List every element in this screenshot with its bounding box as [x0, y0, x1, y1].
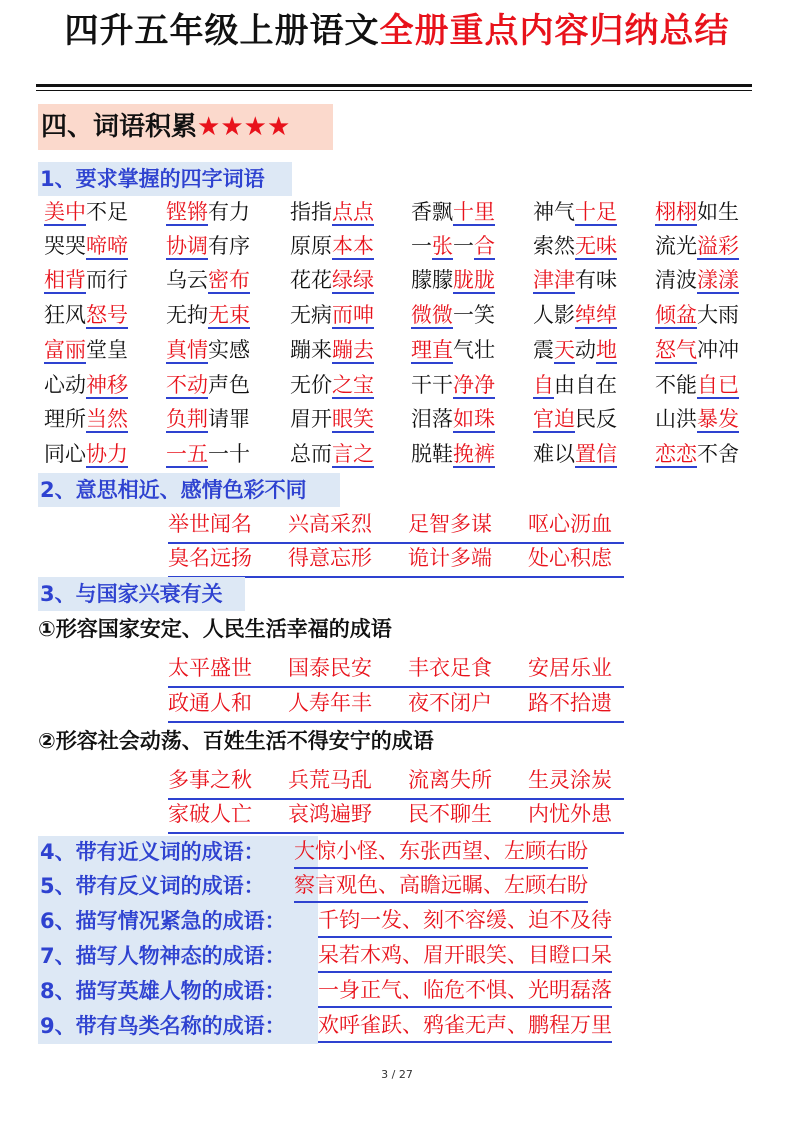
plain-chars: 有序 [208, 234, 250, 258]
grid-word [166, 439, 250, 469]
highlighted-chars: 无束 [208, 303, 250, 327]
sub-heading-1: 1、要求掌握的四字词语 [38, 162, 292, 196]
plain-chars: 大雨 [697, 303, 739, 327]
grid-word [533, 197, 617, 227]
plain-chars: 冲冲 [697, 338, 739, 362]
grid-word [411, 231, 495, 261]
highlighted-chars: 协调 [166, 234, 208, 258]
idiom-row-3a-2: 政通人和 人寿年丰 夜不闭户 路不拾遗 [168, 687, 624, 723]
grid-word [290, 300, 374, 330]
plain-chars: 干干 [411, 373, 453, 397]
grid-word [655, 370, 739, 400]
grid-word [533, 300, 617, 330]
plain-chars: 乌云 [166, 268, 208, 292]
plain-chars: 请罪 [208, 407, 250, 431]
plain-chars: 总而 [290, 442, 332, 466]
grid-word [655, 404, 739, 434]
highlighted-chars: 神移 [86, 373, 128, 397]
grid-word [655, 439, 739, 469]
highlighted-chars: 漾漾 [697, 268, 739, 292]
grid-word [533, 231, 617, 261]
grid-word [655, 335, 739, 365]
grid-word [411, 439, 495, 469]
title-part1: 四升五年级上册语文 [64, 11, 380, 51]
grid-word [44, 439, 128, 469]
section-heading [38, 104, 333, 150]
plain-chars: 堂皇 [86, 338, 128, 362]
grid-word [411, 300, 495, 330]
grid-word [44, 370, 128, 400]
highlighted-chars: 美中 [44, 200, 86, 224]
highlighted-chars: 铿锵 [166, 200, 208, 224]
grid-word [44, 197, 128, 227]
grid-word [655, 197, 739, 227]
plain-chars: 花花 [290, 268, 332, 292]
plain-chars: 流光 [655, 234, 697, 258]
page-title [0, 0, 794, 80]
plain-chars: 哭哭 [44, 234, 86, 258]
highlighted-chars: 挽裤 [453, 442, 495, 466]
sub-heading-2: 2、意思相近、感情色彩不同 [38, 473, 340, 507]
desc-stable: ①形容国家安定、人民生活幸福的成语 [38, 617, 392, 641]
highlighted-chars: 溢彩 [697, 234, 739, 258]
grid-word [166, 335, 250, 365]
highlighted-chars: 净净 [453, 373, 495, 397]
highlighted-chars: 而呻 [332, 303, 374, 327]
highlighted-chars: 怒号 [86, 303, 128, 327]
grid-word [290, 265, 374, 295]
highlighted-chars: 胧胧 [453, 268, 495, 292]
highlighted-chars: 一五 [166, 442, 208, 466]
plain-chars: 一 [453, 234, 474, 258]
plain-chars: 不舍 [697, 442, 739, 466]
plain-chars: 索然 [533, 234, 575, 258]
highlighted-chars: 十里 [453, 200, 495, 224]
plain-chars: 气壮 [453, 338, 495, 362]
highlighted-chars: 十足 [575, 200, 617, 224]
plain-chars: 而行 [86, 268, 128, 292]
grid-word [655, 231, 739, 261]
title-rule-thick [36, 84, 752, 87]
highlighted-chars: 言之 [332, 442, 374, 466]
grid-word [290, 439, 374, 469]
plain-chars: 心动 [44, 373, 86, 397]
plain-chars: 人影 [533, 303, 575, 327]
grid-word [411, 404, 495, 434]
idiom-row-3b-1: 多事之秋 兵荒马乱 流离失所 生灵涂炭 [168, 764, 624, 800]
plain-chars: 民反 [575, 407, 617, 431]
highlighted-chars: 倾盆 [655, 303, 697, 327]
grid-word [290, 370, 374, 400]
plain-chars: 不能 [655, 373, 697, 397]
plain-chars: 震 [533, 338, 554, 362]
highlighted-chars: 眼笑 [332, 407, 374, 431]
highlighted-chars: 暴发 [697, 407, 739, 431]
grid-word [290, 197, 374, 227]
grid-word [166, 404, 250, 434]
grid-word [166, 197, 250, 227]
plain-chars: 眉开 [290, 407, 332, 431]
plain-chars: 一 [411, 234, 432, 258]
highlighted-chars: 微微 [411, 303, 453, 327]
grid-word [290, 231, 374, 261]
desc-turmoil: ②形容社会动荡、百姓生活不得安宁的成语 [38, 729, 434, 753]
plain-chars: 蹦来 [290, 338, 332, 362]
highlighted-chars: 当然 [86, 407, 128, 431]
sub-heading-3: 3、与国家兴衰有关 [38, 577, 245, 611]
plain-chars: 无拘 [166, 303, 208, 327]
title-rule-thin [36, 90, 752, 91]
plain-chars: 实感 [208, 338, 250, 362]
grid-word [533, 265, 617, 295]
highlighted-chars: 相背 [44, 268, 86, 292]
highlighted-chars: 协力 [86, 442, 128, 466]
grid-word [411, 370, 495, 400]
grid-word [44, 231, 128, 261]
grid-word [290, 335, 374, 365]
grid-word [533, 335, 617, 365]
highlighted-chars: 如珠 [453, 407, 495, 431]
plain-chars: 同心 [44, 442, 86, 466]
highlighted-chars: 富丽 [44, 338, 86, 362]
idiom-row-3b-2: 家破人亡 哀鸿遍野 民不聊生 内忧外患 [168, 798, 624, 834]
section-label: 四、词语积累 [41, 112, 198, 142]
section-stars: ★★★★ [197, 112, 291, 142]
highlighted-chars: 天 [554, 338, 575, 362]
plain-chars: 有味 [575, 268, 617, 292]
grid-word [44, 335, 128, 365]
plain-chars: 狂风 [44, 303, 86, 327]
highlighted-chars: 怒气 [655, 338, 697, 362]
plain-chars: 神气 [533, 200, 575, 224]
plain-chars: 声色 [208, 373, 250, 397]
grid-word [166, 370, 250, 400]
plain-chars: 理所 [44, 407, 86, 431]
idiom-row-3a-1: 太平盛世 国泰民安 丰衣足食 安居乐业 [168, 652, 624, 688]
highlighted-chars: 恋恋 [655, 442, 697, 466]
plain-chars: 有力 [208, 200, 250, 224]
highlighted-chars: 负荆 [166, 407, 208, 431]
plain-chars: 难以 [533, 442, 575, 466]
plain-chars: 一笑 [453, 303, 495, 327]
highlighted-chars: 栩栩 [655, 200, 697, 224]
grid-word [44, 404, 128, 434]
grid-word [655, 265, 739, 295]
grid-word [411, 197, 495, 227]
plain-chars: 指指 [290, 200, 332, 224]
highlighted-chars: 蹦去 [332, 338, 374, 362]
highlighted-chars: 不动 [166, 373, 208, 397]
highlighted-chars: 津津 [533, 268, 575, 292]
grid-word [290, 404, 374, 434]
plain-chars: 朦朦 [411, 268, 453, 292]
grid-word [655, 300, 739, 330]
grid-word [166, 300, 250, 330]
plain-chars: 无病 [290, 303, 332, 327]
highlighted-chars: 自已 [697, 373, 739, 397]
grid-word [44, 265, 128, 295]
grid-word [166, 265, 250, 295]
highlighted-chars: 点点 [332, 200, 374, 224]
grid-word [411, 265, 495, 295]
highlighted-chars: 张 [432, 234, 453, 258]
title-part2: 全册重点内容归纳总结 [379, 11, 730, 51]
plain-chars: 无价 [290, 373, 332, 397]
highlighted-chars: 地 [596, 338, 617, 362]
plain-chars: 脱鞋 [411, 442, 453, 466]
page-number: 3 / 27 [381, 1068, 413, 1081]
idiom-row-2-2: 臭名远扬 得意忘形 诡计多端 处心积虑 [168, 542, 624, 578]
highlighted-chars: 理直 [411, 338, 453, 362]
grid-word [533, 439, 617, 469]
highlighted-chars: 真情 [166, 338, 208, 362]
plain-chars: 动 [575, 338, 596, 362]
plain-chars: 清波 [655, 268, 697, 292]
highlighted-chars: 本本 [332, 234, 374, 258]
idiom-row-2-1: 举世闻名 兴高采烈 足智多谋 呕心沥血 [168, 508, 624, 544]
highlighted-chars: 密布 [208, 268, 250, 292]
plain-chars: 原原 [290, 234, 332, 258]
grid-word [411, 335, 495, 365]
highlighted-chars: 绰绰 [575, 303, 617, 327]
highlighted-chars: 自 [533, 373, 554, 397]
plain-chars: 香飘 [411, 200, 453, 224]
highlighted-chars: 之宝 [332, 373, 374, 397]
grid-word [533, 404, 617, 434]
highlighted-chars: 啼啼 [86, 234, 128, 258]
highlighted-chars: 合 [474, 234, 495, 258]
plain-chars: 由自在 [554, 373, 617, 397]
highlighted-chars: 置信 [575, 442, 617, 466]
grid-word [44, 300, 128, 330]
grid-word [166, 231, 250, 261]
plain-chars: 一十 [208, 442, 250, 466]
highlighted-chars: 绿绿 [332, 268, 374, 292]
plain-chars: 如生 [697, 200, 739, 224]
plain-chars: 不足 [86, 200, 128, 224]
plain-chars: 泪落 [411, 407, 453, 431]
highlighted-chars: 无味 [575, 234, 617, 258]
plain-chars: 山洪 [655, 407, 697, 431]
highlighted-chars: 官迫 [533, 407, 575, 431]
grid-word [533, 370, 617, 400]
